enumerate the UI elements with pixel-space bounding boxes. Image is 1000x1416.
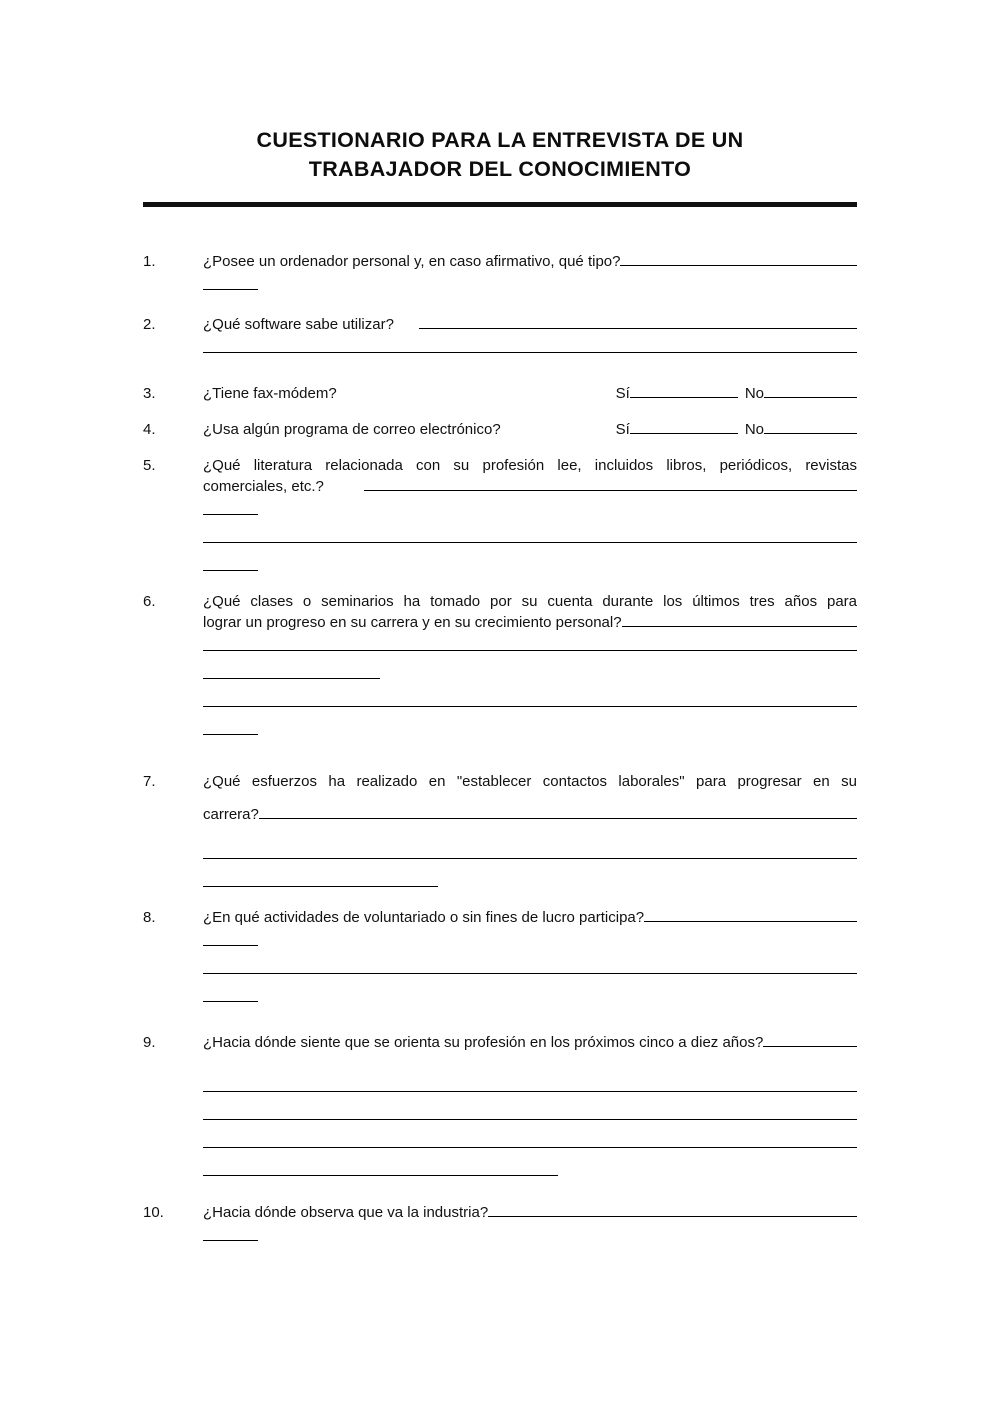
no-answer-blank[interactable] <box>764 384 857 398</box>
question-item <box>143 1032 857 1176</box>
answer-blank[interactable] <box>364 477 857 491</box>
no-answer-blank[interactable] <box>764 420 857 434</box>
answer-blank[interactable] <box>203 289 258 290</box>
question-text: ¿Qué software sabe utilizar? <box>203 316 394 333</box>
yes-label: Sí <box>615 421 630 438</box>
question-text: ¿Tiene fax-módem? <box>203 385 337 402</box>
question-number: 10. <box>143 1204 164 1221</box>
question-item <box>143 251 857 290</box>
answer-blank[interactable] <box>203 945 258 946</box>
question-text: ¿Hacia dónde siente que se orienta su profesión en los próximos cinco a diez años? <box>203 1034 764 1051</box>
question-item <box>143 907 857 1002</box>
answer-blank[interactable] <box>488 1203 857 1217</box>
page-title-line2: TRABAJADOR DEL CONOCIMIENTO <box>308 157 692 181</box>
answer-blank[interactable] <box>203 858 857 859</box>
question-text: lograr un progreso en su carrera y en su crecimiento personal? <box>203 614 622 631</box>
question-number: 2. <box>143 316 156 333</box>
answer-blank[interactable] <box>203 570 258 571</box>
yes-answer-blank[interactable] <box>630 420 738 434</box>
question-number: 8. <box>143 909 156 926</box>
page-title-line1: CUESTIONARIO PARA LA ENTREVISTA DE UN <box>256 128 744 152</box>
question-text: ¿En qué actividades de voluntariado o sin fines de lucro participa? <box>203 909 645 926</box>
answer-blank[interactable] <box>622 613 857 627</box>
question-item <box>143 1202 857 1241</box>
answer-blank[interactable] <box>203 542 857 543</box>
question-item <box>143 771 857 887</box>
question-number: 1. <box>143 253 156 270</box>
yes-label: Sí <box>615 385 630 402</box>
question-text: comerciales, etc.? <box>203 478 324 495</box>
question-item <box>143 455 857 571</box>
question-item <box>143 314 857 353</box>
answer-blank[interactable] <box>203 1091 857 1092</box>
answer-blank[interactable] <box>203 1240 258 1241</box>
answer-blank[interactable] <box>203 514 258 515</box>
question-text: ¿Posee un ordenador personal y, en caso afirmativo, qué tipo? <box>203 253 621 270</box>
no-label: No <box>744 385 764 402</box>
no-label: No <box>744 421 764 438</box>
answer-blank[interactable] <box>203 1147 857 1148</box>
question-text: ¿Hacia dónde observa que va la industria? <box>203 1204 489 1221</box>
document-page <box>0 126 1000 1301</box>
question-item <box>143 591 857 735</box>
answer-blank[interactable] <box>203 352 857 353</box>
yes-answer-blank[interactable] <box>630 384 738 398</box>
question-number: 5. <box>143 457 156 474</box>
question-text: carrera? <box>203 806 259 823</box>
answer-blank[interactable] <box>203 1119 857 1120</box>
question-item <box>143 383 857 404</box>
answer-blank[interactable] <box>203 650 857 651</box>
answer-blank[interactable] <box>203 734 258 735</box>
question-text: ¿Qué esfuerzos ha realizado en "establecer contactos laborales" para progresar en su <box>203 773 857 790</box>
answer-blank[interactable] <box>203 973 857 974</box>
page-title <box>143 126 857 184</box>
answer-blank[interactable] <box>620 252 857 266</box>
question-number: 6. <box>143 593 156 610</box>
question-number: 4. <box>143 421 156 438</box>
question-number: 3. <box>143 385 156 402</box>
yes-no-group <box>616 383 857 404</box>
answer-blank[interactable] <box>644 908 857 922</box>
answer-blank[interactable] <box>203 1175 558 1176</box>
question-text: ¿Qué clases o seminarios ha tomado por su cuenta durante los últimos tres años para <box>203 593 857 610</box>
answer-blank[interactable] <box>203 1001 258 1002</box>
question-text: ¿Qué literatura relacionada con su profesión lee, incluidos libros, periódicos, revistas <box>203 457 857 474</box>
answer-blank[interactable] <box>203 706 857 707</box>
answer-blank[interactable] <box>259 805 857 819</box>
answer-blank[interactable] <box>203 678 380 679</box>
answer-blank[interactable] <box>763 1033 857 1047</box>
answer-blank[interactable] <box>203 886 438 887</box>
question-number: 7. <box>143 773 156 790</box>
answer-blank[interactable] <box>419 315 857 329</box>
question-item <box>143 419 857 440</box>
title-divider <box>143 202 857 207</box>
question-number: 9. <box>143 1034 156 1051</box>
question-text: ¿Usa algún programa de correo electrónico? <box>203 421 501 438</box>
yes-no-group <box>616 419 857 440</box>
